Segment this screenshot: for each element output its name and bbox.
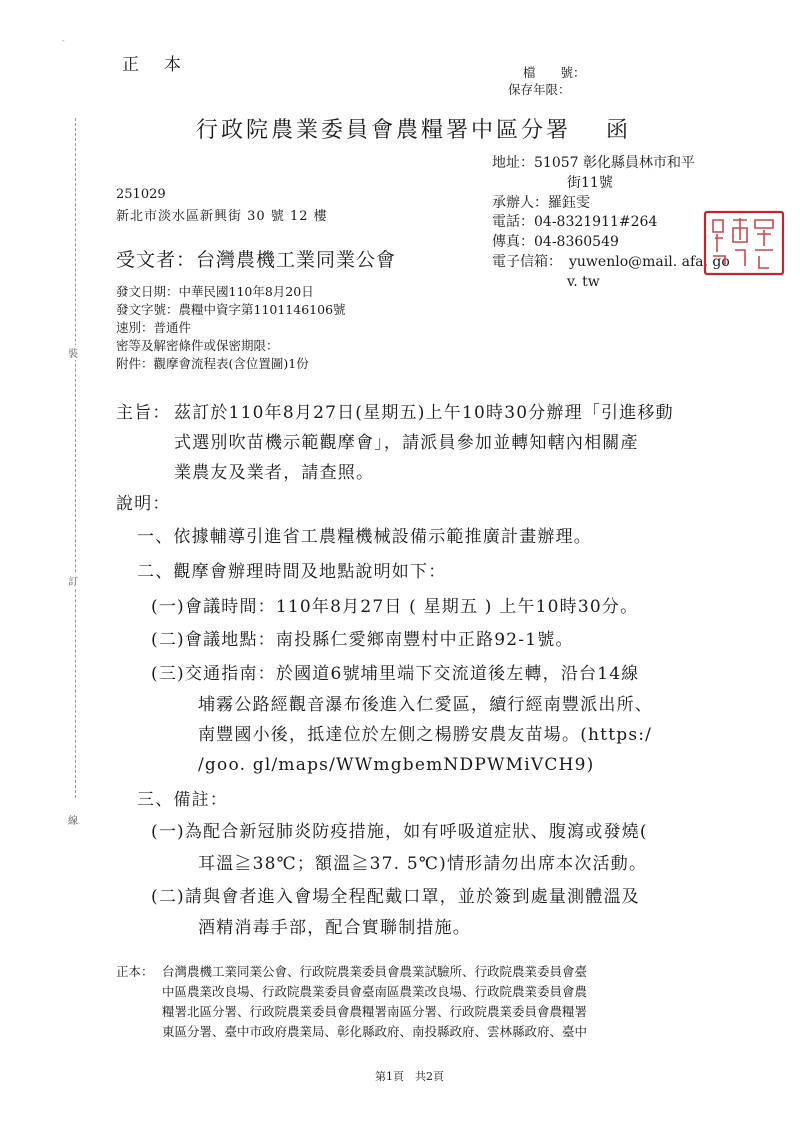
recipient-name: 受文者：台灣農機工業同業公會 (116, 249, 397, 271)
email-address-cont: v. tw (567, 274, 600, 290)
meeting-location: (二)會議地點：南投縣仁愛鄉南豐村中正路92-1號。 (151, 630, 574, 650)
cc-line: 台灣農機工業同業公會、行政院農業委員會農業試驗所、行政院農業委員會臺 (162, 964, 588, 979)
agency-title: 行政院農業委員會農糧署中區分署 函 (196, 118, 631, 143)
margin-label-staple: 訂 (68, 573, 78, 588)
margin-label-bind: 裝 (68, 345, 78, 360)
explanation-label: 說明： (116, 494, 171, 514)
remark-2-line-cont: 酒精消毒手部，配合實聯制措施。 (198, 918, 471, 938)
email-address: 電子信箱： yuwenlo@mail. afa. go (492, 254, 730, 270)
binding-margin-line (75, 118, 76, 798)
explanation-item-2: 二、觀摩會辦理時間及地點說明如下： (137, 562, 447, 582)
page-footer: 第1頁 共2頁 (375, 1070, 444, 1083)
explanation-item-3: 三、備註： (137, 790, 228, 810)
document-number: 發文字號：農糧中資字第1101146106號 (116, 302, 346, 317)
cc-line: 糧署北區分署、行政院農業委員會農糧署南區分署、行政院農業委員會農糧署 (162, 1004, 588, 1019)
classification: 密等及解密條件或保密期限： (116, 338, 279, 353)
subject-line: 式選別吹苗機示範觀摩會」，請派員參加並轉知轄內相關產 (174, 433, 639, 453)
explanation-item-1: 一、依據輔導引進省工農糧機械設備示範推廣計畫辦理。 (137, 527, 592, 547)
retention-label: 保存年限： (508, 82, 571, 97)
traffic-guide-line: (三)交通指南：於國道6號埔里端下交流道後左轉，沿台14線 (151, 664, 640, 684)
traffic-guide-line: /goo. gl/maps/WWmgbemNDPWMiVCH9) (198, 755, 595, 775)
subject-label: 主旨： (116, 403, 171, 423)
remark-1-line: (一)為配合新冠肺炎防疫措施，如有呼吸道症狀、腹瀉或發燒( (151, 822, 648, 842)
urgency: 速別：普通件 (116, 320, 192, 335)
contact-person: 承辦人：羅鈺雯 (492, 195, 590, 211)
cc-line: 中區農業改良場、行政院農業委員會臺南區農業改良場、行政院農業委員會農 (162, 984, 588, 999)
attachment: 附件：觀摩會流程表(含位置圖)1份 (116, 356, 309, 371)
sender-address-cont: 街11號 (567, 175, 613, 191)
traffic-guide-line: 南豐國小後，抵達位於左側之楊勝安農友苗場。(https:/ (198, 725, 653, 745)
recipient-address: 新北市淡水區新興街 30 號 12 樓 (116, 209, 328, 224)
margin-dot: - (62, 36, 65, 45)
remark-1-line-cont: 耳溫≧38℃；額溫≧37. 5℃)情形請勿出席本次活動。 (198, 854, 648, 874)
remark-2-line: (二)請與會者進入會場全程配戴口罩，並於簽到處量測體溫及 (151, 887, 640, 907)
fax-number: 傳真：04-8360549 (492, 234, 619, 250)
subject-line: 茲訂於110年8月27日(星期五)上午10時30分辦理「引進移動 (174, 403, 674, 423)
cc-line: 東區分署、臺中市政府農業局、彰化縣政府、南投縣政府、雲林縣政府、臺中 (162, 1024, 588, 1039)
copy-label: 正 本 (122, 55, 185, 75)
issue-date: 發文日期：中華民國110年8月20日 (116, 284, 314, 299)
phone-number: 電話：04-8321911#264 (492, 214, 658, 230)
sender-address: 地址：51057 彰化縣員林市和平 (492, 155, 695, 171)
official-seal-stamp (703, 210, 785, 276)
traffic-guide-line: 埔霧公路經觀音瀑布後進入仁愛區，續行經南豐派出所、 (198, 695, 653, 715)
document-meta (116, 283, 346, 373)
doc-number-label: 檔 號： (523, 65, 586, 80)
subject-line: 業農友及業者，請查照。 (174, 463, 375, 483)
subject-text (174, 398, 674, 488)
recipient-zip: 251029 (116, 187, 166, 202)
cc-label: 正本： (116, 964, 154, 979)
margin-label-line: 線 (68, 812, 78, 827)
cc-list (162, 962, 587, 1042)
traffic-guide-cont (198, 690, 653, 780)
meeting-time: (一)會議時間：110年8月27日 ( 星期五 ) 上午10時30分。 (151, 597, 639, 617)
